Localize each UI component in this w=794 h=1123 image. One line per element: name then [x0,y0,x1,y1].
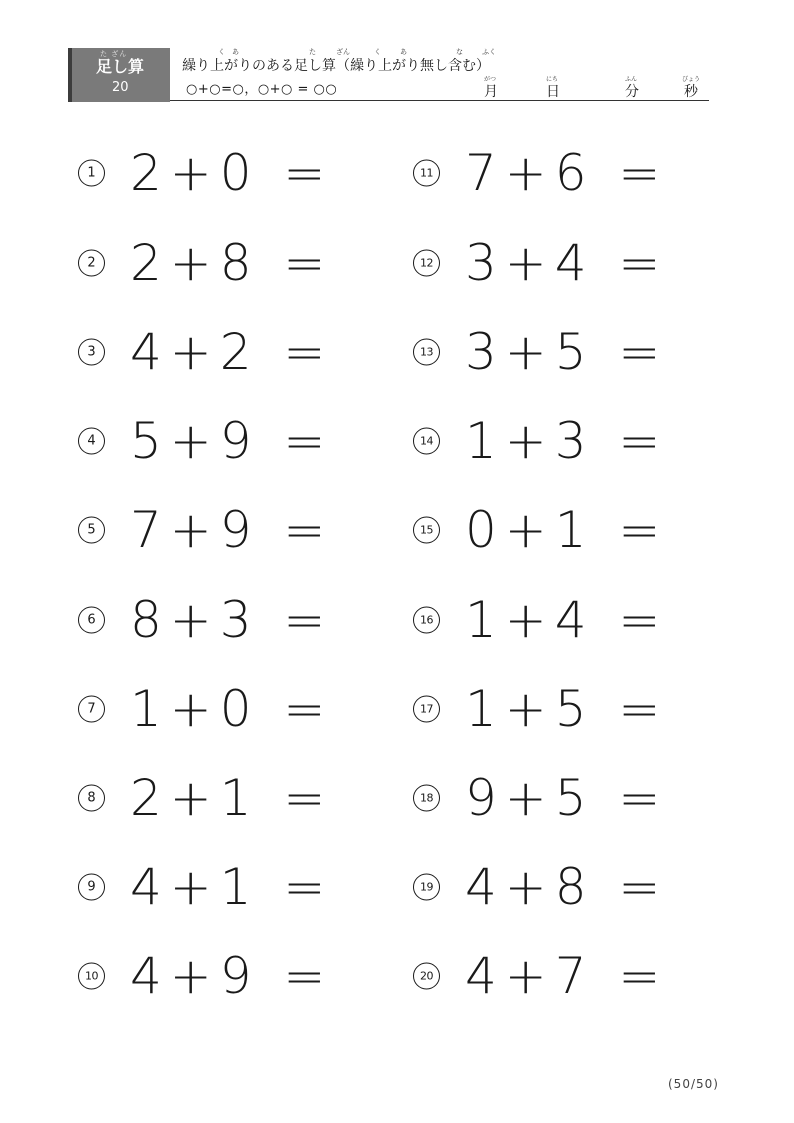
problem-expression: 7+9 = [130,501,334,559]
worksheet-title: 繰り上がりのある足し算（繰り上がり無し含む） [182,58,490,74]
problem-expression: 3+4 = [465,234,669,292]
problem-expression: 2+1 = [130,769,334,827]
worksheet-header [68,48,709,102]
problem-number: 14 [413,428,440,455]
problem-number: 17 [413,696,440,723]
title-ruby: ふく [482,48,496,56]
problem-number: 15 [413,517,440,544]
problem-number: 8 [78,785,105,812]
title-ruby: く [218,48,225,56]
day-label: 日 [546,84,560,100]
problem-expression: 1+3 = [465,412,669,470]
problem-expression: 5+9 = [130,412,334,470]
problem-number: 11 [413,160,440,187]
second-ruby: びょう [682,76,701,83]
title-ruby: な [456,48,463,56]
problem-number: 6 [78,607,105,634]
second-label: 秒 [684,84,698,100]
problem-expression: 3+5 = [465,323,669,381]
problem-number: 4 [78,428,105,455]
problem-expression: 1+5 = [465,680,669,738]
title-ruby: く [374,48,381,56]
title-ruby: た [309,48,316,56]
problem-number: 7 [78,696,105,723]
month-label: 月 [484,84,498,100]
problem-number: 16 [413,607,440,634]
subject-ruby: た ざん [100,50,128,58]
problem-expression: 2+8 = [130,234,334,292]
title-ruby: あ [232,48,239,56]
problem-expression: 8+3 = [130,591,334,649]
sheet-number: 20 [112,80,129,95]
problem-expression: 1+4 = [465,591,669,649]
problem-number: 19 [413,874,440,901]
problem-expression: 0+1 = [465,501,669,559]
problem-number: 12 [413,250,440,277]
problem-number: 1 [78,160,105,187]
page-counter: (50/50) [668,1077,719,1091]
subject-label: 足し算 [96,57,145,76]
problem-expression: 2+0 = [130,144,334,202]
problem-number: 9 [78,874,105,901]
problem-number: 2 [78,250,105,277]
problem-number: 13 [413,339,440,366]
minute-label: 分 [625,84,639,100]
problem-number: 10 [78,963,105,990]
problem-expression: 4+1 = [130,858,334,916]
problem-expression: 4+9 = [130,947,334,1005]
month-ruby: がつ [484,76,497,83]
title-ruby: あ [400,48,407,56]
problem-number: 3 [78,339,105,366]
pattern-text: ○+○=○，○+○ = ○○ [186,82,338,97]
title-ruby: ざん [336,48,350,56]
problem-expression: 9+5 = [465,769,669,827]
problem-number: 5 [78,517,105,544]
day-ruby: にち [546,76,559,83]
header-rule [170,100,709,101]
problem-expression: 7+6 = [465,144,669,202]
problem-number: 18 [413,785,440,812]
problem-expression: 4+2 = [130,323,334,381]
problem-expression: 1+0 = [130,680,334,738]
subject-box [68,48,170,102]
problem-expression: 4+8 = [465,858,669,916]
problem-number: 20 [413,963,440,990]
problem-expression: 4+7 = [465,947,669,1005]
minute-ruby: ふん [625,76,638,83]
